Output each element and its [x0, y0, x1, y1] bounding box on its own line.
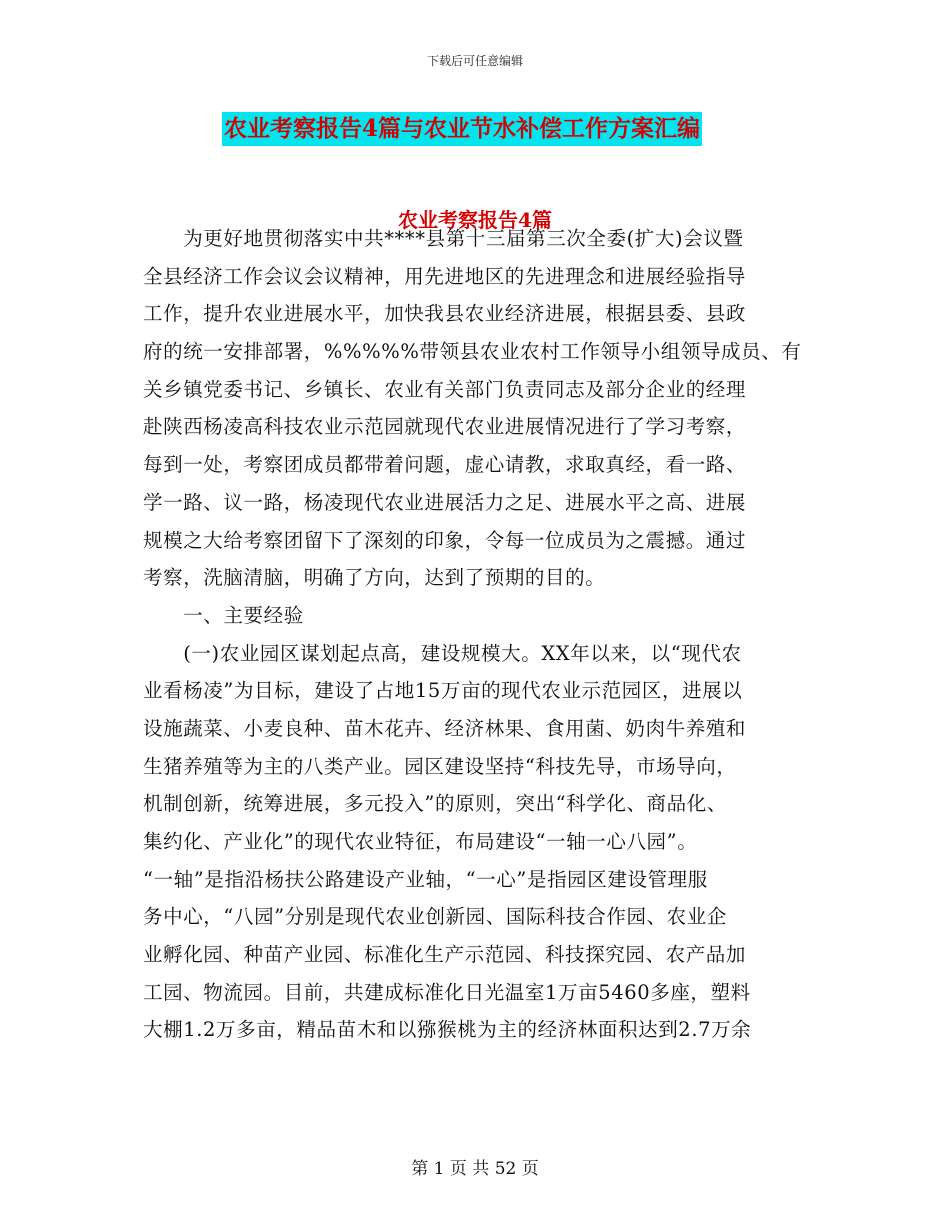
body-line: 每到一处，考察团成员都带着问题，虚心请教，求取真经，看一路、	[143, 453, 747, 477]
body-line: 机制创新，统筹进展，多元投入”的原则，突出“科学化、商品化、	[143, 792, 727, 816]
section-heading: 一、主要经验	[143, 603, 304, 627]
body-line: 规模之大给考察团留下了深刻的印象，令每一位成员为之震撼。通过	[143, 528, 747, 552]
body-line: 设施蔬菜、小麦良种、苗木花卉、经济林果、食用菌、奶肉牛养殖和	[143, 716, 747, 740]
section-title: 农业考察报告4篇	[398, 208, 552, 232]
body-line: 业看杨凌”为目标，建设了占地15万亩的现代农业示范园区，进展以	[143, 679, 743, 703]
body-line: 关乡镇党委书记、乡镇长、农业有关部门负责同志及部分企业的经理	[143, 377, 747, 401]
body-line: 务中心，“八园”分别是现代农业创新园、国际科技合作园、农业企	[143, 905, 727, 929]
body-line: 学一路、议一路，杨凌现代农业进展活力之足、进展水平之高、进展	[143, 490, 747, 514]
body-line: 业孵化园、种苗产业园、标准化生产示范园、科技探究园、农产品加	[143, 943, 747, 967]
body-line: 为更好地贯彻落实中共****县第十三届第三次全委(扩大)会议暨	[143, 227, 744, 250]
body-line: (一)农业园区谋划起点高，建设规模大。XX年以来，以“现代农	[143, 641, 742, 665]
body-line: 府的统一安排部署，%%%%%带领县农业农村工作领导小组领导成员、有	[143, 340, 802, 364]
document-body	[143, 220, 808, 1049]
document-main-title: 农业考察报告4篇与农业节水补偿工作方案汇编	[222, 112, 702, 146]
body-line: 集约化、产业化”的现代农业特征，布局建设“一轴一心八园”。	[143, 830, 698, 853]
body-line: 赴陕西杨凌高科技农业示范园就现代农业进展情况进行了学习考察，	[143, 415, 747, 439]
body-line: 全县经济工作会议会议精神，用先进地区的先进理念和进展经验指导	[143, 264, 747, 288]
body-line: “一轴”是指沿杨扶公路建设产业轴，“一心”是指园区建设管理服	[143, 867, 708, 891]
body-line: 大棚1.2万多亩，精品苗木和以猕猴桃为主的经济林面积达到2.7万余	[143, 1018, 752, 1042]
body-line: 生猪养殖等为主的八类产业。园区建设坚持“科技先导，市场导向，	[143, 754, 737, 778]
body-line: 考察，洗脑清脑，明确了方向，达到了预期的目的。	[143, 566, 606, 590]
body-line: 工作，提升农业进展水平，加快我县农业经济进展，根据县委、县政	[143, 302, 747, 326]
page-number: 第 1 页 共 52 页	[411, 1159, 539, 1179]
body-line: 工园、物流园。目前，共建成标准化日光温室1万亩5460多座，塑料	[143, 980, 751, 1004]
header-note: 下载后可任意编辑	[426, 54, 523, 68]
